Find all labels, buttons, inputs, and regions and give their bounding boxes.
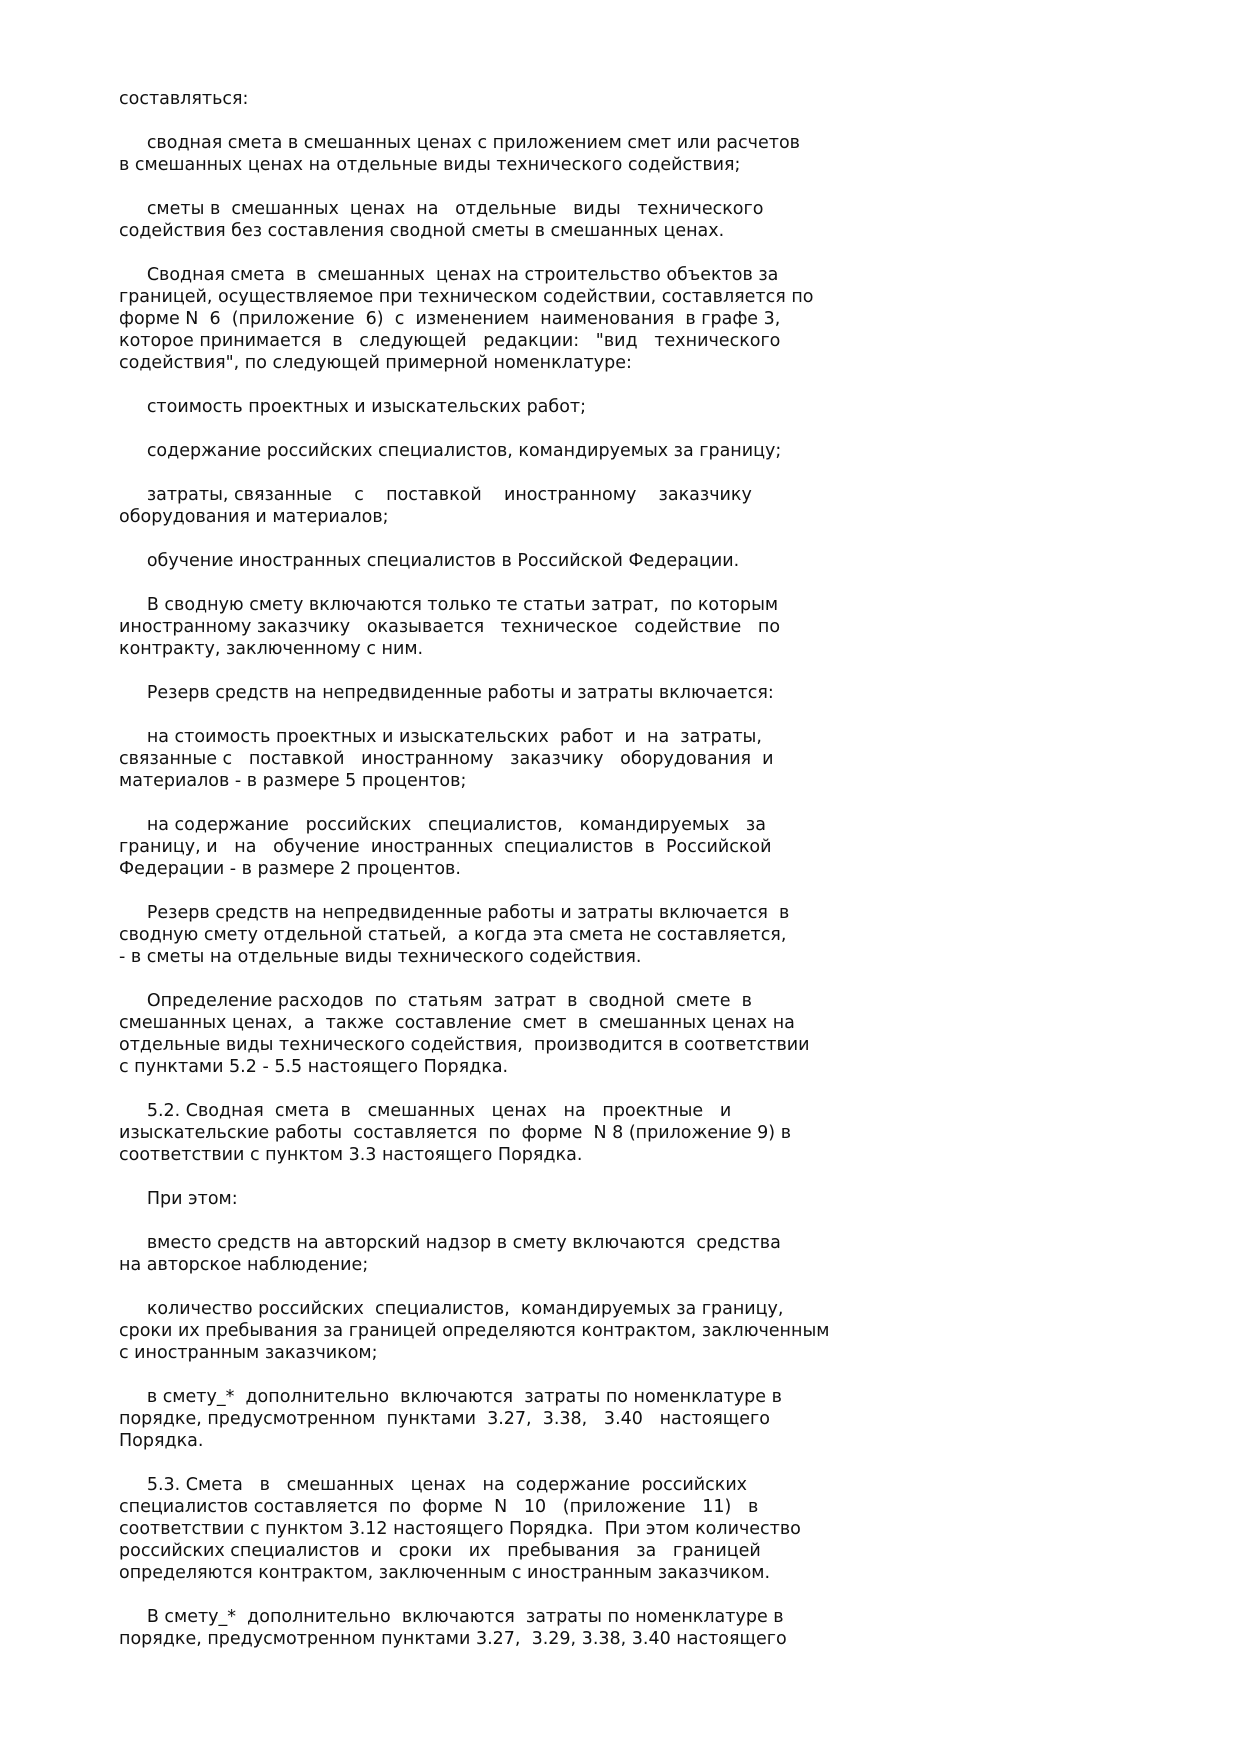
text-line: обучение иностранных специалистов в Российской Федерации. (119, 551, 740, 571)
text-line: определяются контрактом, заключенным с иностранным заказчиком. (119, 1563, 771, 1583)
paragraph (119, 990, 1119, 1078)
paragraph (119, 1298, 1119, 1364)
paragraph (119, 396, 1119, 418)
text-line: В смету_* дополнительно включаются затраты по номенклатуре в (119, 1607, 784, 1627)
text-line: смешанных ценах, а также составление смет в смешанных ценах на (119, 1013, 795, 1033)
text-line: границу, и на обучение иностранных специалистов в Российской (119, 837, 772, 857)
text-line: При этом: (119, 1189, 238, 1209)
text-line: Резерв средств на непредвиденные работы и затраты включается: (119, 683, 774, 703)
text-line: содействия", по следующей примерной номенклатуре: (119, 353, 632, 373)
text-line: сроки их пребывания за границей определяются контрактом, заключенным (119, 1321, 830, 1341)
text-line: вместо средств на авторский надзор в смету включаются средства (119, 1233, 781, 1253)
text-line: Сводная смета в смешанных ценах на строительство объектов за (119, 265, 779, 285)
text-line: на содержание российских специалистов, командируемых за (119, 815, 766, 835)
paragraph (119, 1606, 1119, 1650)
text-line: Порядка. (119, 1431, 204, 1451)
text-line: В сводную смету включаются только те статьи затрат, по которым (119, 595, 779, 615)
text-line: оборудования и материалов; (119, 507, 389, 527)
text-line: форме N 6 (приложение 6) с изменением наименования в графе 3, (119, 309, 781, 329)
text-line: количество российских специалистов, командируемых за границу, (119, 1299, 784, 1319)
text-line: порядке, предусмотренном пунктами 3.27, 3.38, 3.40 настоящего (119, 1409, 770, 1429)
paragraph (119, 132, 1119, 176)
text-line: затраты, связанные с поставкой иностранному заказчику (119, 485, 752, 505)
text-line: - в сметы на отдельные виды технического содействия. (119, 947, 642, 967)
paragraph (119, 682, 1119, 704)
paragraph (119, 440, 1119, 462)
text-line: которое принимается в следующей редакции: "вид технического (119, 331, 781, 351)
paragraph (119, 1100, 1119, 1166)
text-line: сметы в смешанных ценах на отдельные виды технического (119, 199, 764, 219)
text-line: иностранному заказчику оказывается техническое содействие по (119, 617, 781, 637)
text-line: 5.3. Смета в смешанных ценах на содержание российских (119, 1475, 748, 1495)
text-line: отдельные виды технического содействия, производится в соответствии (119, 1035, 810, 1055)
text-line: содействия без составления сводной сметы в смешанных ценах. (119, 221, 725, 241)
paragraph (119, 550, 1119, 572)
text-line: соответствии с пунктом 3.3 настоящего Порядка. (119, 1145, 583, 1165)
text-line: 5.2. Сводная смета в смешанных ценах на проектные и (119, 1101, 732, 1121)
paragraph (119, 264, 1119, 374)
document-page (119, 88, 1119, 1672)
text-line: содержание российских специалистов, командируемых за границу; (119, 441, 782, 461)
text-line: связанные с поставкой иностранному заказчику оборудования и (119, 749, 774, 769)
paragraph (119, 1386, 1119, 1452)
paragraph (119, 814, 1119, 880)
paragraph (119, 484, 1119, 528)
text-line: на авторское наблюдение; (119, 1255, 369, 1275)
text-line: с пунктами 5.2 - 5.5 настоящего Порядка. (119, 1057, 509, 1077)
text-line: составляться: (119, 89, 249, 109)
text-line: стоимость проектных и изыскательских работ; (119, 397, 586, 417)
text-line: соответствии с пунктом 3.12 настоящего Порядка. При этом количество (119, 1519, 801, 1539)
text-line: Федерации - в размере 2 процентов. (119, 859, 461, 879)
paragraph (119, 1474, 1119, 1584)
paragraph (119, 594, 1119, 660)
paragraph (119, 88, 1119, 110)
paragraph (119, 902, 1119, 968)
text-line: изыскательские работы составляется по форме N 8 (приложение 9) в (119, 1123, 792, 1143)
text-line: сводная смета в смешанных ценах с приложением смет или расчетов (119, 133, 800, 153)
text-line: границей, осуществляемое при техническом содействии, составляется по (119, 287, 814, 307)
paragraph (119, 1232, 1119, 1276)
paragraph (119, 726, 1119, 792)
text-line: в смешанных ценах на отдельные виды технического содействия; (119, 155, 741, 175)
text-line: контракту, заключенному с ним. (119, 639, 424, 659)
text-line: с иностранным заказчиком; (119, 1343, 378, 1363)
paragraph (119, 198, 1119, 242)
text-line: порядке, предусмотренном пунктами 3.27, 3.29, 3.38, 3.40 настоящего (119, 1629, 787, 1649)
paragraph (119, 1188, 1119, 1210)
text-line: на стоимость проектных и изыскательских работ и на затраты, (119, 727, 762, 747)
text-line: российских специалистов и сроки их пребывания за границей (119, 1541, 761, 1561)
text-line: сводную смету отдельной статьей, а когда эта смета не составляется, (119, 925, 787, 945)
text-line: в смету_* дополнительно включаются затраты по номенклатуре в (119, 1387, 782, 1407)
text-line: Определение расходов по статьям затрат в сводной смете в (119, 991, 752, 1011)
text-line: специалистов составляется по форме N 10 (приложение 11) в (119, 1497, 759, 1517)
text-line: материалов - в размере 5 процентов; (119, 771, 467, 791)
text-line: Резерв средств на непредвиденные работы и затраты включается в (119, 903, 790, 923)
